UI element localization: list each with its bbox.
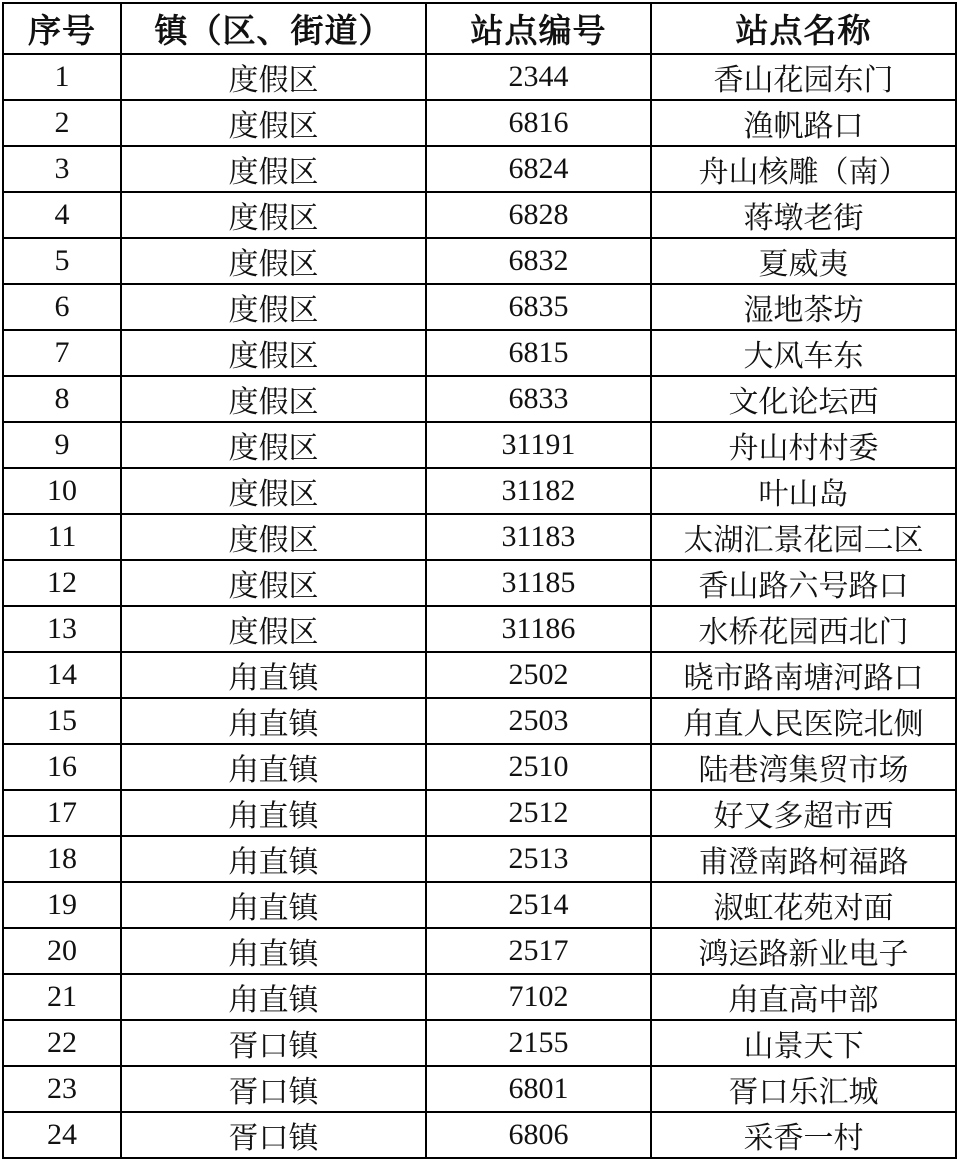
table-row [3,606,956,652]
cell-serial: 8 [3,376,121,422]
cell-station-name: 甫澄南路柯福路 [651,836,956,882]
cell-serial: 16 [3,744,121,790]
cell-serial: 1 [3,54,121,100]
cell-station-name: 太湖汇景花园二区 [651,514,956,560]
cell-station-name: 香山路六号路口 [651,560,956,606]
cell-station-name: 鸿运路新业电子 [651,928,956,974]
cell-station-name: 湿地茶坊 [651,284,956,330]
cell-station-name: 香山花园东门 [651,54,956,100]
cell-station-code: 6816 [426,100,651,146]
table-row [3,284,956,330]
table-row [3,100,956,146]
column-header-town: 镇（区、街道） [121,3,426,54]
table-row [3,146,956,192]
cell-station-code: 2513 [426,836,651,882]
cell-town: 度假区 [121,54,426,100]
cell-serial: 2 [3,100,121,146]
cell-town: 甪直镇 [121,652,426,698]
cell-town: 胥口镇 [121,1066,426,1112]
table-row [3,652,956,698]
table-row [3,468,956,514]
cell-serial: 6 [3,284,121,330]
cell-town: 度假区 [121,422,426,468]
cell-serial: 5 [3,238,121,284]
cell-station-code: 31185 [426,560,651,606]
header-row [3,3,956,54]
cell-station-name: 甪直高中部 [651,974,956,1020]
cell-town: 甪直镇 [121,698,426,744]
cell-serial: 17 [3,790,121,836]
cell-station-code: 7102 [426,974,651,1020]
cell-station-code: 31182 [426,468,651,514]
cell-serial: 12 [3,560,121,606]
cell-station-code: 2155 [426,1020,651,1066]
cell-station-name: 好又多超市西 [651,790,956,836]
cell-town: 度假区 [121,330,426,376]
cell-station-name: 舟山村村委 [651,422,956,468]
cell-station-name: 胥口乐汇城 [651,1066,956,1112]
cell-station-code: 2510 [426,744,651,790]
cell-station-code: 2502 [426,652,651,698]
table-header [3,3,956,54]
cell-station-name: 舟山核雕（南） [651,146,956,192]
table-row [3,238,956,284]
cell-serial: 24 [3,1112,121,1158]
cell-station-code: 6815 [426,330,651,376]
cell-station-code: 6828 [426,192,651,238]
table-row [3,974,956,1020]
cell-serial: 19 [3,882,121,928]
cell-station-code: 31183 [426,514,651,560]
cell-station-code: 6832 [426,238,651,284]
cell-serial: 9 [3,422,121,468]
cell-town: 度假区 [121,376,426,422]
cell-town: 度假区 [121,606,426,652]
table-row [3,422,956,468]
cell-serial: 11 [3,514,121,560]
cell-station-name: 晓市路南塘河路口 [651,652,956,698]
cell-station-name: 水桥花园西北门 [651,606,956,652]
cell-station-code: 6833 [426,376,651,422]
cell-station-code: 6835 [426,284,651,330]
cell-station-code: 2512 [426,790,651,836]
cell-serial: 21 [3,974,121,1020]
cell-town: 度假区 [121,192,426,238]
table-row [3,790,956,836]
cell-town: 甪直镇 [121,744,426,790]
table-row [3,192,956,238]
table-row [3,1020,956,1066]
cell-station-code: 2514 [426,882,651,928]
cell-station-name: 渔帆路口 [651,100,956,146]
cell-station-name: 甪直人民医院北侧 [651,698,956,744]
cell-town: 胥口镇 [121,1112,426,1158]
cell-serial: 4 [3,192,121,238]
cell-serial: 14 [3,652,121,698]
cell-serial: 3 [3,146,121,192]
column-header-serial: 序号 [3,3,121,54]
table-body [3,54,956,1158]
cell-town: 度假区 [121,284,426,330]
cell-town: 度假区 [121,238,426,284]
cell-serial: 7 [3,330,121,376]
cell-station-name: 叶山岛 [651,468,956,514]
cell-serial: 15 [3,698,121,744]
cell-town: 甪直镇 [121,974,426,1020]
cell-serial: 13 [3,606,121,652]
table-row [3,882,956,928]
table-row [3,514,956,560]
cell-town: 度假区 [121,146,426,192]
table-row [3,928,956,974]
table-row [3,560,956,606]
table-row [3,744,956,790]
cell-town: 胥口镇 [121,1020,426,1066]
table-row [3,376,956,422]
cell-serial: 20 [3,928,121,974]
cell-station-code: 6806 [426,1112,651,1158]
cell-serial: 22 [3,1020,121,1066]
cell-serial: 10 [3,468,121,514]
table-row [3,698,956,744]
table-row [3,836,956,882]
cell-station-code: 31191 [426,422,651,468]
cell-station-name: 陆巷湾集贸市场 [651,744,956,790]
station-table [2,2,957,1159]
cell-station-code: 31186 [426,606,651,652]
cell-serial: 18 [3,836,121,882]
bus-station-table-page [0,2,958,1155]
table-row [3,330,956,376]
cell-town: 甪直镇 [121,836,426,882]
cell-station-name: 采香一村 [651,1112,956,1158]
cell-town: 度假区 [121,100,426,146]
table-row [3,1066,956,1112]
cell-station-name: 淑虹花苑对面 [651,882,956,928]
cell-station-code: 2517 [426,928,651,974]
cell-station-code: 2344 [426,54,651,100]
cell-town: 甪直镇 [121,790,426,836]
column-header-station-code: 站点编号 [426,3,651,54]
cell-station-name: 蒋墩老街 [651,192,956,238]
cell-station-name: 山景天下 [651,1020,956,1066]
cell-station-name: 夏威夷 [651,238,956,284]
table-row [3,54,956,100]
cell-town: 甪直镇 [121,928,426,974]
cell-town: 度假区 [121,468,426,514]
cell-town: 甪直镇 [121,882,426,928]
cell-town: 度假区 [121,560,426,606]
cell-station-code: 6824 [426,146,651,192]
cell-station-code: 2503 [426,698,651,744]
cell-town: 度假区 [121,514,426,560]
table-row [3,1112,956,1158]
cell-station-code: 6801 [426,1066,651,1112]
cell-station-name: 大风车东 [651,330,956,376]
cell-station-name: 文化论坛西 [651,376,956,422]
column-header-station-name: 站点名称 [651,3,956,54]
cell-serial: 23 [3,1066,121,1112]
